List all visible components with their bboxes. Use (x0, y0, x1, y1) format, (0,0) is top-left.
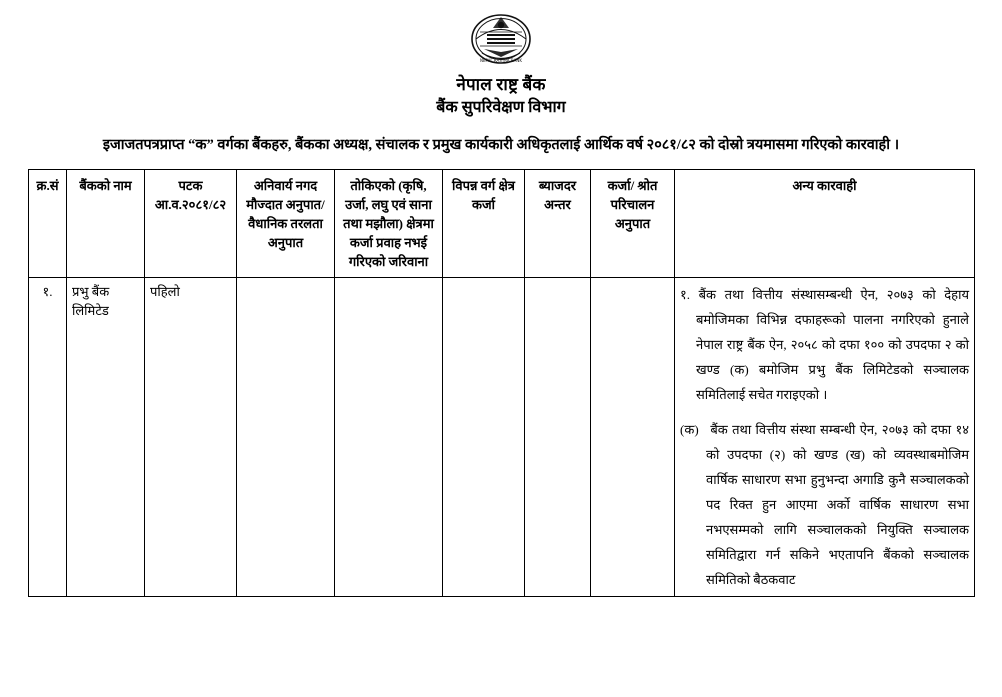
emblem-container (28, 8, 974, 74)
enforcement-actions-table (28, 169, 975, 597)
col-header-cd-ratio: कर्जा/ श्रोत परिचालन अनुपात (591, 170, 675, 278)
col-header-patak (145, 170, 237, 278)
cell-deprived-sector (443, 278, 525, 597)
remark-text-1: बैंक तथा वित्तीय संस्थासम्बन्धी ऐन, २०७३ को देहाय बमोजिमका विभिन्न दफाहरूको पालना नगरिएको हुनाले नेपाल राष्ट्र बैंक ऐन, २०५८ को दफा १०० को उपदफा २ को खण्ड (क) बमोजिम प्रभु बैंक लिमिटेडको सञ्चालक समितिलाई सचेत गराइएको । (696, 287, 969, 402)
col-header-patak-line2: आ.व.२०८१/८२ (154, 197, 227, 212)
svg-text:NEPAL RASTRA BANK: NEPAL RASTRA BANK (480, 58, 522, 63)
remark-label-1: १. (680, 287, 691, 302)
cell-cd-ratio (591, 278, 675, 597)
col-header-patak-line1: पटक (178, 178, 203, 193)
col-header-other-action: अन्य कारवाही (675, 170, 975, 278)
cell-patak: पहिलो (145, 278, 237, 597)
document-subject: इजाजतपत्रप्राप्त “क” वर्गका बैंकहरु, बैंकका अध्यक्ष, संचालक र प्रमुख कार्यकारी अधिकृतलाई आर्थिक वर्ष २०८१/८२ को दोस्रो त्रयमासमा गरिएको कारवाही । (102, 137, 900, 153)
remark-label-2: (क) (680, 422, 699, 437)
department-title: बैंक सुपरिवेक्षण विभाग (436, 99, 566, 116)
nepal-rastra-bank-emblem-icon (470, 8, 532, 70)
cell-crr-slr (237, 278, 335, 597)
col-header-crr-slr: अनिवार्य नगद मौज्दात अनुपात/ वैधानिक तरलता अनुपात (237, 170, 335, 278)
col-header-sector-penalty: तोकिएको (कृषि, उर्जा, लघु एवं साना तथा मझौला) क्षेत्रमा कर्जा प्रवाह नभई गरिएको जरिवाना (335, 170, 443, 278)
cell-interest-spread (525, 278, 591, 597)
remark-text-2: बैंक तथा वित्तीय संस्था सम्बन्धी ऐन, २०७३ को दफा १४ को उपदफा (२) को खण्ड (ख) को व्यवस्थाबमोजिम वार्षिक साधारण सभा हुनुभन्दा अगाडि कुनै सञ्चालकको पद रिक्त हुन आएमा अर्को वार्षिक साधारण सभा नभएसम्मको लागि सञ्चालकको नियुक्ति सञ्चालक समितिद्वारा गर्न सकिने भएतापनि बैंकको सञ्चालक समितिको बैठकवाट (706, 422, 970, 587)
col-header-deprived-sector: विपन्न वर्ग क्षेत्र कर्जा (443, 170, 525, 278)
col-header-serial: क्र.सं (29, 170, 67, 278)
cell-serial: १. (29, 278, 67, 597)
organization-title: नेपाल राष्ट्र बैंक (456, 75, 546, 94)
col-header-interest-spread: ब्याजदर अन्तर (525, 170, 591, 278)
cell-other-action (675, 278, 975, 597)
remark-paragraph-1 (680, 282, 969, 407)
remark-paragraph-2 (680, 417, 969, 592)
cell-bank-name: प्रभु बैंक लिमिटेड (67, 278, 145, 597)
cell-sector-penalty (335, 278, 443, 597)
table-row (29, 278, 975, 597)
table-header-row (29, 170, 975, 278)
col-header-bank-name: बैंकको नाम (67, 170, 145, 278)
